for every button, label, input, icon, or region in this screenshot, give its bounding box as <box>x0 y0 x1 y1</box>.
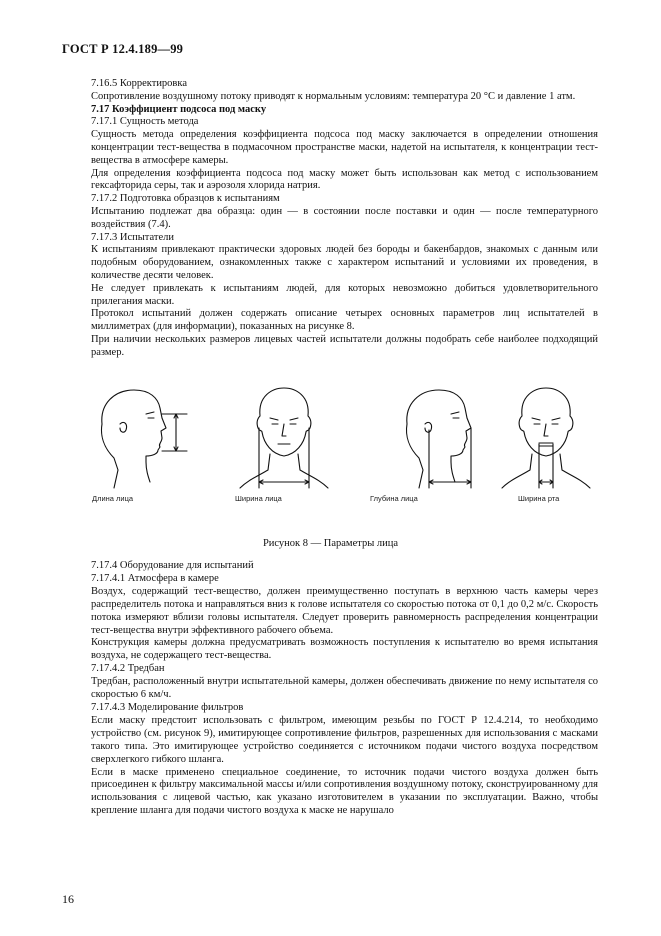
paragraph: Испытанию подлежат два образца: один — в состоянии после поставки и один — после температурного воздействия (7.4). <box>91 205 598 230</box>
figure-label-mouth-width: Ширина рта <box>518 494 560 503</box>
text-block-top <box>91 78 598 360</box>
paragraph: К испытаниям привлекают практически здоровых людей без бороды и бакенбардов, знакомых с данным или подобным оборудованием, ознакомленных также с характером испытаний и условиями их проведения, в количестве десяти человек. <box>91 244 598 281</box>
paragraph: Для определения коэффициента подсоса под маску может быть использован как метод с использованием гексафторида серы, так и аэрозоля хлорида натрия. <box>91 167 598 192</box>
mouth-width-front-head <box>502 388 590 488</box>
paragraph-text: Сопротивление воздушному потоку приводят к нормальным условиям: температура 20 °С и давление 1 атм. <box>91 90 576 102</box>
paragraph: Если в маске применено специальное соединение, то источник подачи чистого воздуха должен быть присоединен к фильтру максимальной массы и/или сопротивления воздушному потоку, сконструированному для использования с лицевой частью, как указано изготовителем в указании по эксплуатации. Важно, чтобы крепление шланга для подачи чистого воздуха к маске не нарушало <box>91 766 598 817</box>
figure-label-face-width: Ширина лица <box>235 494 282 503</box>
paragraph: При наличии нескольких размеров лицевых частей испытатели должны подобрать себе наиболее подходящий размер. <box>91 333 598 358</box>
paragraph <box>91 91 598 104</box>
section-heading-7-17-4-3: 7.17.4.3 Моделирование фильтров <box>91 701 244 713</box>
paragraph: Сущность метода определения коэффициента подсоса под маску заключается в определении отношения концентрации тест-вещества в подмасочном пространстве маски, надетой на испытателя, к концентрации тест-вещества в атмосфере камеры. <box>91 129 598 166</box>
paragraph: Конструкция камеры должна предусматривать возможность поступления к испытателю во время испытания воздуха, не содержащего тест-вещества. <box>91 637 598 662</box>
paragraph: Протокол испытаний должен содержать описание четырех основных параметров лиц испытателей в миллиметрах (для информации), показанных на рисунке 8. <box>91 308 598 333</box>
page-number: 16 <box>62 892 74 906</box>
section-heading-7-17-2: 7.17.2 Подготовка образцов к испытаниям <box>91 193 280 205</box>
face-depth-profile-head <box>407 390 472 488</box>
figure-caption: Рисунок 8 — Параметры лица <box>262 538 399 549</box>
section-heading-7-17-4-1: 7.17.4.1 Атмосфера в камере <box>91 572 219 584</box>
section-heading-7-17-3: 7.17.3 Испытатели <box>91 231 175 243</box>
section-heading-7-17: 7.17 Коэффициент подсоса под маску <box>91 103 267 115</box>
paragraph: Воздух, содержащий тест-вещество, должен преимущественно поступать в верхнюю часть камеры через распределитель потока и направляться вниз к голове испытателя со скоростью потока от 0,1 до 0,2 м/с. Скорость потока измеряют вблизи головы испытателя. Следует проверить равномерность распределения концентрации тест-вещества внутри эффективного рабочего объема. <box>91 585 598 636</box>
paragraph: Тредбан, расположенный внутри испытательной камеры, должен обеспечивать движение по нему испытателя со скоростью 6 км/ч. <box>91 676 598 701</box>
text-block-bottom <box>91 560 598 818</box>
paragraph: Если маску предстоит использовать с фильтром, имеющим резьбы по ГОСТ Р 12.4.214, то необходимо устройство (см. рисунок 9), имитирующее сопротивление фильтров, разрешенных для использования с масками такого типа. Это имитирующее устройство соединяется с источником подачи чистого воздуха посредством сверхлегкого гибкого шланга. <box>91 714 598 765</box>
figure-label-face-depth: Глубина лица <box>370 494 418 503</box>
section-heading-7-17-1: 7.17.1 Сущность метода <box>91 116 199 128</box>
face-length-profile-head <box>102 390 188 488</box>
face-width-front-head <box>240 388 328 488</box>
section-heading-7-17-4-2: 7.17.4.2 Тредбан <box>91 663 165 675</box>
face-parameters-figure <box>62 384 598 524</box>
paragraph: Не следует привлекать к испытаниям людей, для которых невозможно добиться удовлетворительного прилегания маски. <box>91 282 598 307</box>
section-heading-7-16-5: 7.16.5 Корректировка <box>91 78 187 89</box>
figure-label-face-length: Длина лица <box>92 494 134 503</box>
section-heading-7-17-4: 7.17.4 Оборудование для испытаний <box>91 560 254 571</box>
document-code-header: ГОСТ Р 12.4.189—99 <box>62 42 184 56</box>
